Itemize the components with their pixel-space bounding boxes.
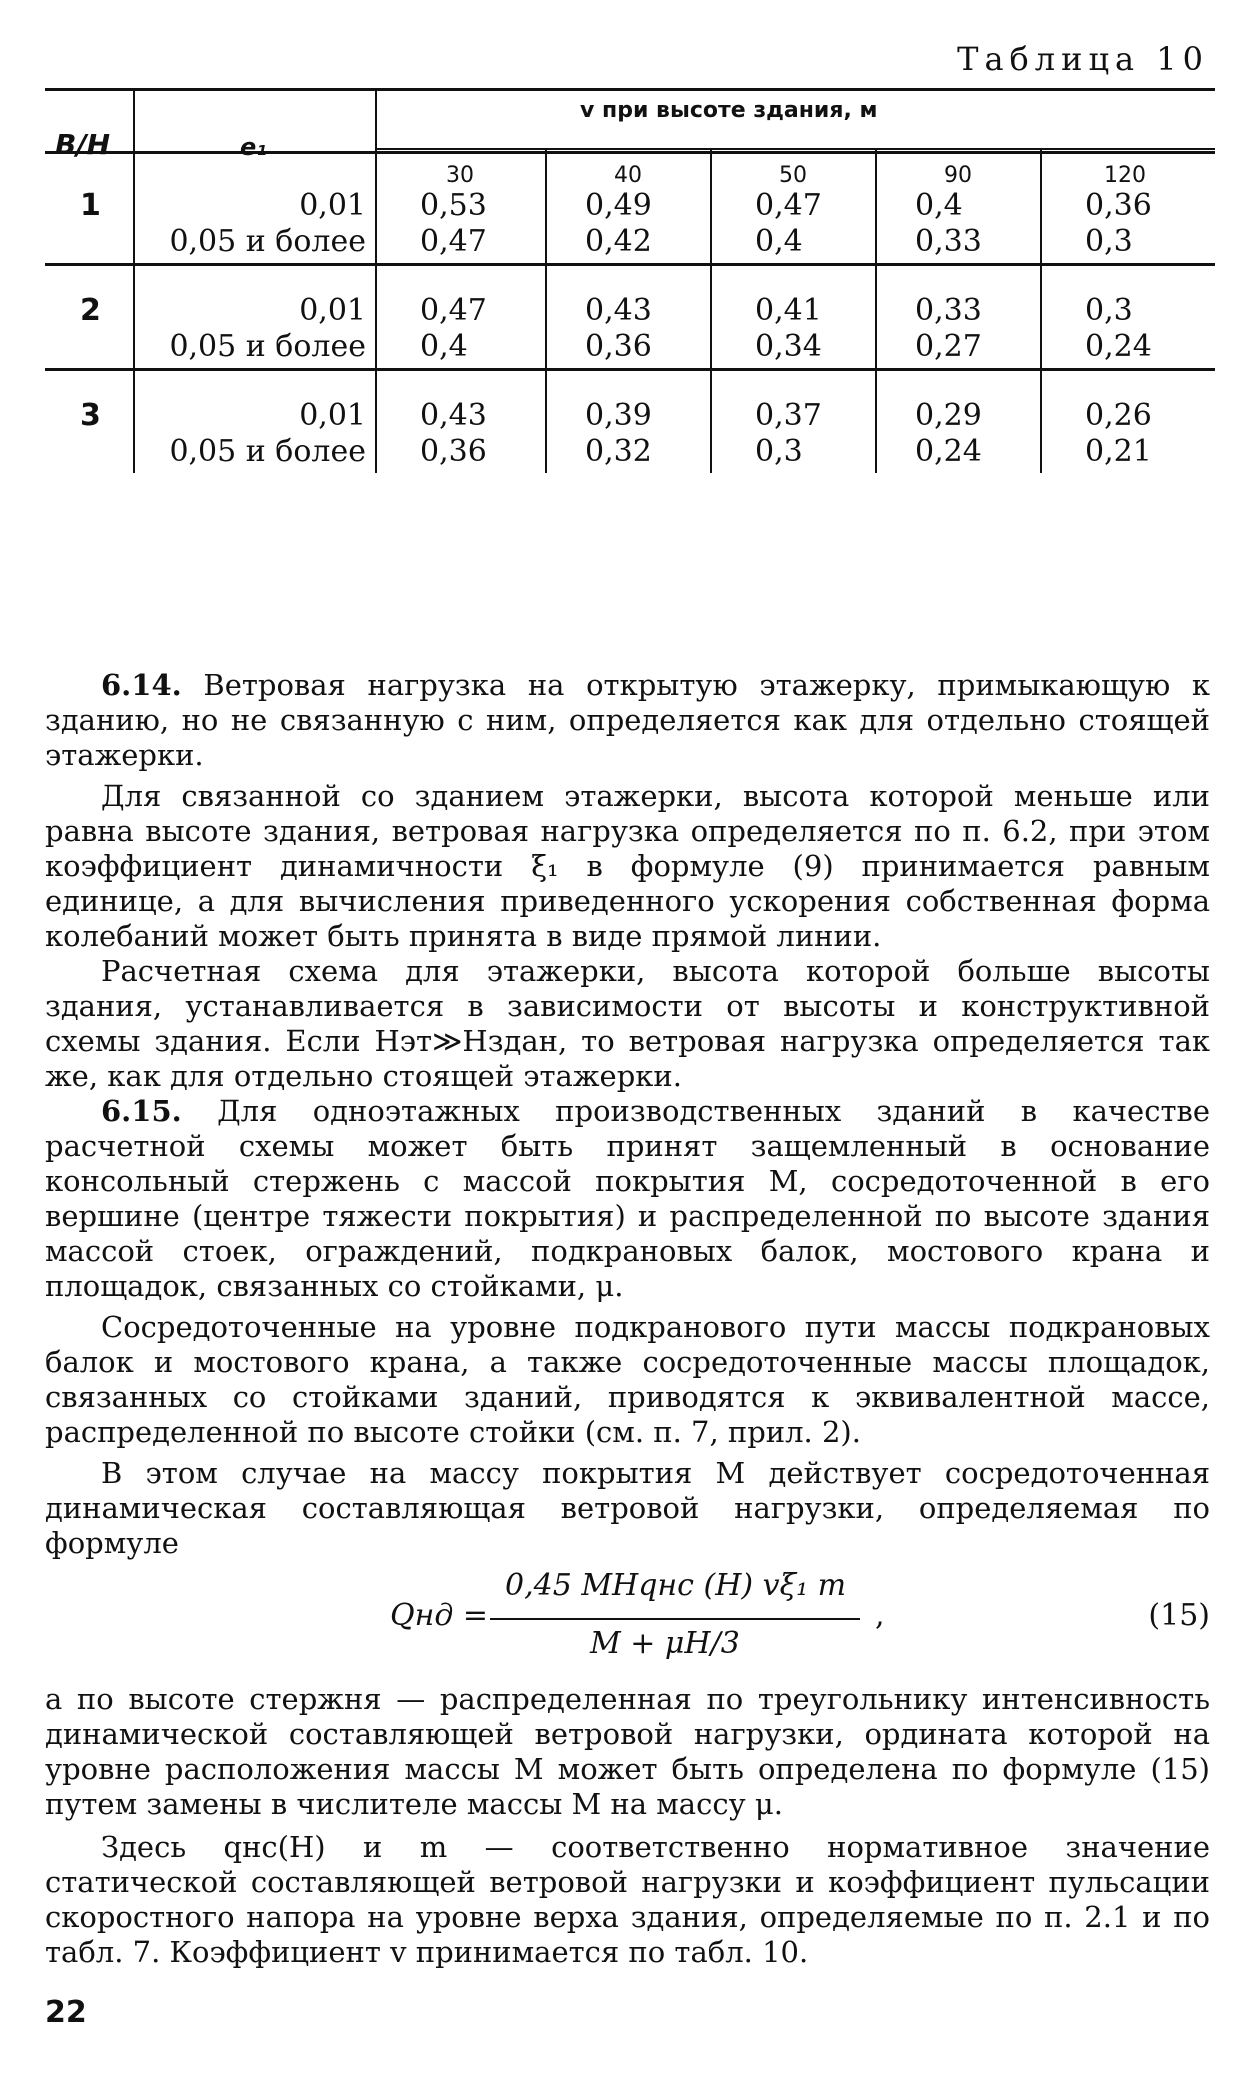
column-divider (545, 148, 547, 473)
table-cell: 0,41 0,34 (755, 293, 822, 364)
formula-comma: , (875, 1598, 885, 1633)
table-cell: 0,43 0,36 (420, 398, 487, 469)
table-cell: 0,53 0,47 (420, 188, 487, 259)
column-divider (375, 88, 377, 473)
header-height-90: 90 (944, 163, 972, 188)
paragraph: а по высоте стержня — распределенная по треугольнику интенсивность динамической составляющей ветровой нагрузки, ордината которой на уровне расположения массы M может быть определена по формуле (15) путем замены в числителе массы M на массу μ. (45, 1682, 1210, 1821)
table-cell: 0,29 0,24 (915, 398, 982, 469)
table-cell: 0,47 0,4 (420, 293, 487, 364)
paragraph: Расчетная схема для этажерки, высота которой больше высоты здания, устанавливается в зависимости от высоты и конструктивной схемы здания. Если Hэт≫Hздан, то ветровая нагрузка определяется так же, как для отдельно стоящей этажерки. (45, 954, 1210, 1093)
header-group: v при высоте здания, м (580, 98, 878, 123)
table-cell: 0,4 0,33 (915, 188, 982, 259)
column-divider (875, 148, 877, 473)
table-cell: 0,49 0,42 (585, 188, 652, 259)
formula-lhs: Qнд = (390, 1598, 489, 1633)
header-e: e₁ (240, 133, 267, 161)
column-divider (1040, 148, 1042, 473)
header-height-50: 50 (779, 163, 807, 188)
table-cell: 0,39 0,32 (585, 398, 652, 469)
table-caption: Таблица 10 (957, 40, 1209, 78)
row-bh: 1 (80, 188, 101, 223)
header-height-30: 30 (446, 163, 474, 188)
table-cell: 0,3 0,24 (1085, 293, 1152, 364)
paragraph-text: Ветровая нагрузка на открытую этажерку, примыкающую к зданию, но не связанную с ним, определяется как для отдельно стоящей этажерки. (45, 668, 1210, 772)
header-height-40: 40 (614, 163, 642, 188)
row-e: 0,01 0,05 и более (169, 188, 366, 259)
section-number: 6.14. (101, 668, 182, 702)
paragraph: Сосредоточенные на уровне подкранового пути массы подкрановых балок и мостового крана, а также сосредоточенные массы площадок, связанных со стойками зданий, приводятся к эквивалентной массе, распределенной по высоте стойки (см. п. 7, прил. 2). (45, 1310, 1210, 1449)
paragraph-6-15 (45, 1094, 1210, 1304)
column-divider (133, 88, 135, 473)
table-cell: 0,26 0,21 (1085, 398, 1152, 469)
table-cell: 0,37 0,3 (755, 398, 822, 469)
body-text (45, 668, 1210, 1561)
group-header-rule (375, 148, 1215, 150)
row-bh: 2 (80, 293, 101, 328)
column-divider (710, 148, 712, 473)
paragraph-6-14 (45, 668, 1210, 773)
table-top-rule (45, 88, 1215, 91)
paragraph: Здесь qнс(H) и m — соответственно нормативное значение статической составляющей ветровой нагрузки и коэффициент пульсации скоростного напора на уровне верха здания, определяемые по п. 2.1 и по табл. 7. Коэффициент v принимается по табл. 10. (45, 1830, 1210, 1969)
formula-denominator: M + μH/3 (590, 1626, 740, 1661)
section-number: 6.15. (101, 1094, 182, 1128)
formula-numerator: 0,45 MHqнс (H) vξ₁ m (505, 1568, 847, 1603)
page-number: 22 (45, 1995, 87, 2030)
table-cell: 0,43 0,36 (585, 293, 652, 364)
table-cell: 0,33 0,27 (915, 293, 982, 364)
paragraph-text: Для одноэтажных производственных зданий в качестве расчетной схемы может быть принят защемленный в основание консольный стержень с массой покрытия M, сосредоточенной в его вершине (центре тяжести покрытия) и распределенной по высоте здания массой стоек, ограждений, подкрановых балок, мостового крана и площадок, связанных со стойками, μ. (45, 1094, 1210, 1303)
header-height-120: 120 (1104, 163, 1146, 188)
fraction-bar (490, 1618, 860, 1620)
formula-15 (45, 1568, 1210, 1668)
table-cell: 0,47 0,4 (755, 188, 822, 259)
table-cell: 0,36 0,3 (1085, 188, 1152, 259)
equation-number: (15) (1148, 1598, 1210, 1633)
paragraph: В этом случае на массу покрытия M действует сосредоточенная динамическая составляющая ветровой нагрузки, определяемая по формуле (45, 1456, 1210, 1560)
row-e: 0,01 0,05 и более (169, 398, 366, 469)
header-bh: B/H (55, 128, 111, 161)
paragraph: Для связанной со зданием этажерки, высота которой меньше или равна высоте здания, ветровая нагрузка определяется по п. 6.2, при этом коэффициент динамичности ξ₁ в формуле (9) принимается равным единице, а для вычисления приведенного ускорения собственная форма колебаний может быть принята в виде прямой линии. (45, 779, 1210, 953)
row-e: 0,01 0,05 и более (169, 293, 366, 364)
body-text-continued (45, 1682, 1210, 1970)
row-bh: 3 (80, 398, 101, 433)
